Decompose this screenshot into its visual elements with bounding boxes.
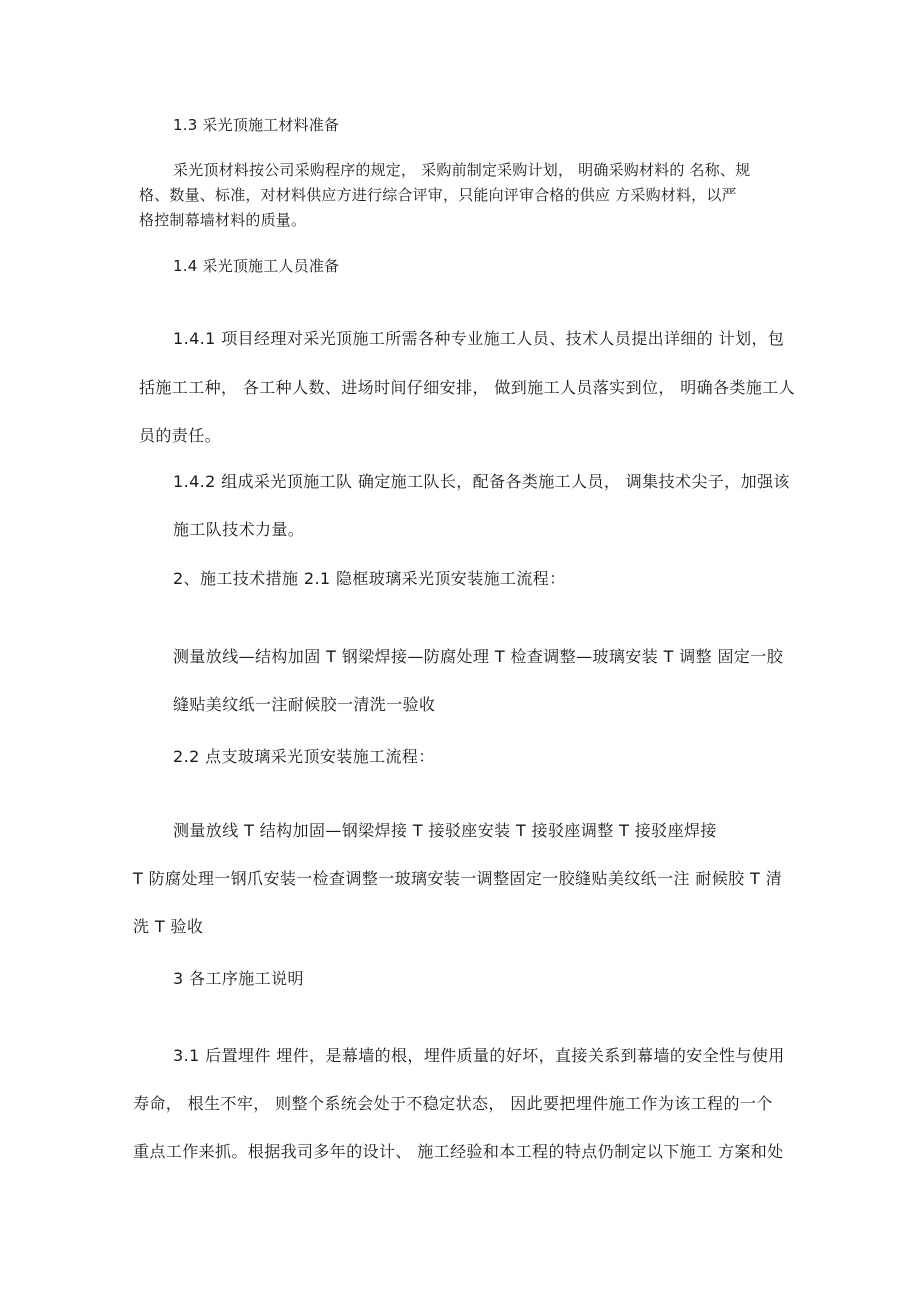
para-3-1-line-2: 寿命， 根生不牢， 则整个系统会处于不稳定状态， 因此要把埋件施工作为该工程的一个 (133, 1094, 773, 1113)
para-1-3-line-2: 格、数量、标准，对材料供应方进行综合评审，只能向评审合格的供应 方采购材料，以严 (139, 186, 737, 204)
para-1-4-1-line-2: 括施工工种， 各工种人数、进场时间仔细安排， 做到施工人员落实到位， 明确各类施工人 (139, 378, 796, 397)
heading-2-2: 2.2 点支玻璃采光顶安装施工流程： (173, 747, 435, 766)
para-1-3-line-3: 格控制幕墙材料的质量。 (139, 211, 307, 229)
para-1-4-1-line-1: 1.4.1 项目经理对采光顶施工所需各种专业施工人员、技术人员提出详细的 计划，包 (173, 329, 785, 348)
para-1-4-2-line-1: 1.4.2 组成采光顶施工队 确定施工队长，配备各类施工人员， 调集技术尖子，加强该 (173, 472, 790, 491)
para-3-1-line-1: 3.1 后置埋件 埋件，是幕墙的根，埋件质量的好坏，直接关系到幕墙的安全性与使用 (173, 1046, 785, 1065)
heading-1-3: 1.3 采光顶施工材料准备 (173, 116, 340, 134)
heading-2: 2、施工技术措施 2.1 隐框玻璃采光顶安装施工流程： (173, 569, 566, 588)
flow-2-2-line-2: T 防腐处理一钢爪安装一检查调整一玻璃安装一调整固定一胶缝贴美纹纸一注 耐候胶 T 清 (133, 869, 783, 888)
flow-2-2-line-1: 测量放线 T 结构加固—钢梁焊接 T 接驳座安装 T 接驳座调整 T 接驳座焊接 (173, 821, 717, 840)
para-1-3-line-1: 采光顶材料按公司采购程序的规定， 采购前制定采购计划， 明确采购材料的 名称、规 (173, 161, 751, 179)
flow-2-1-line-2: 缝贴美纹纸一注耐候胶一清洗一验收 (173, 695, 436, 714)
para-1-4-1-line-3: 员的责任。 (139, 426, 222, 445)
heading-3: 3 各工序施工说明 (173, 969, 304, 988)
flow-2-2-line-3: 洗 T 验收 (133, 917, 204, 936)
heading-1-4: 1.4 采光顶施工人员准备 (173, 257, 340, 275)
flow-2-1-line-1: 测量放线—结构加固 T 钢梁焊接—防腐处理 T 检查调整—玻璃安装 T 调整 固定一胶 (173, 647, 784, 666)
para-3-1-line-3: 重点工作来抓。根据我司多年的设计、 施工经验和本工程的特点仍制定以下施工 方案和处 (133, 1142, 784, 1161)
para-1-4-2-line-2: 施工队技术力量。 (173, 520, 305, 539)
